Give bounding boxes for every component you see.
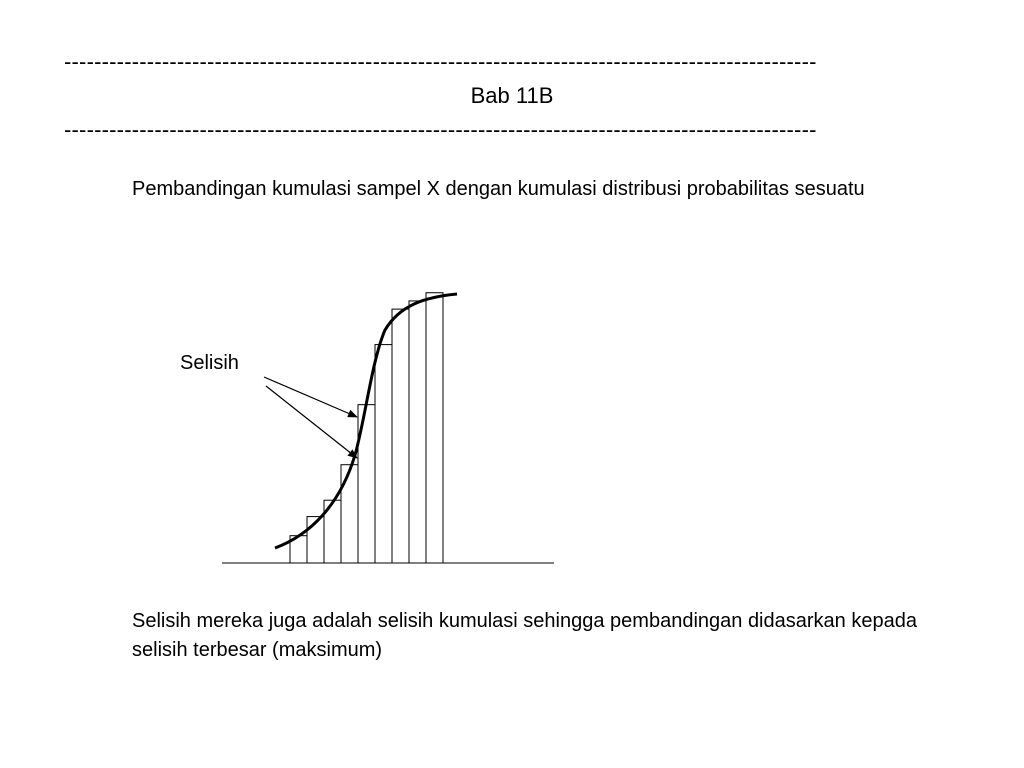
slide-title: Bab 11B xyxy=(470,83,554,108)
divider-top: ---------------------------------------------------------------------------------------------------- xyxy=(64,50,817,74)
sample-step-bar xyxy=(426,293,443,563)
conclusion-paragraph: Selisih mereka juga adalah selisih kumulasi sehingga pembandingan didasarkan kepada selisih terbesar (maksimum) xyxy=(132,610,917,661)
sample-step-bar xyxy=(375,345,392,563)
sample-step-bar xyxy=(341,465,358,563)
sample-cumulative-steps xyxy=(290,293,443,563)
intro-paragraph: Pembandingan kumulasi sampel X dengan kumulasi distribusi probabilitas sesuatu xyxy=(132,178,865,200)
arrow-to-upper-gap xyxy=(264,377,357,417)
sample-step-bar xyxy=(409,301,426,563)
sample-step-bar xyxy=(392,309,409,563)
divider-bottom: ---------------------------------------------------------------------------------------------------- xyxy=(64,118,817,142)
selisih-label: Selisih xyxy=(180,352,239,374)
